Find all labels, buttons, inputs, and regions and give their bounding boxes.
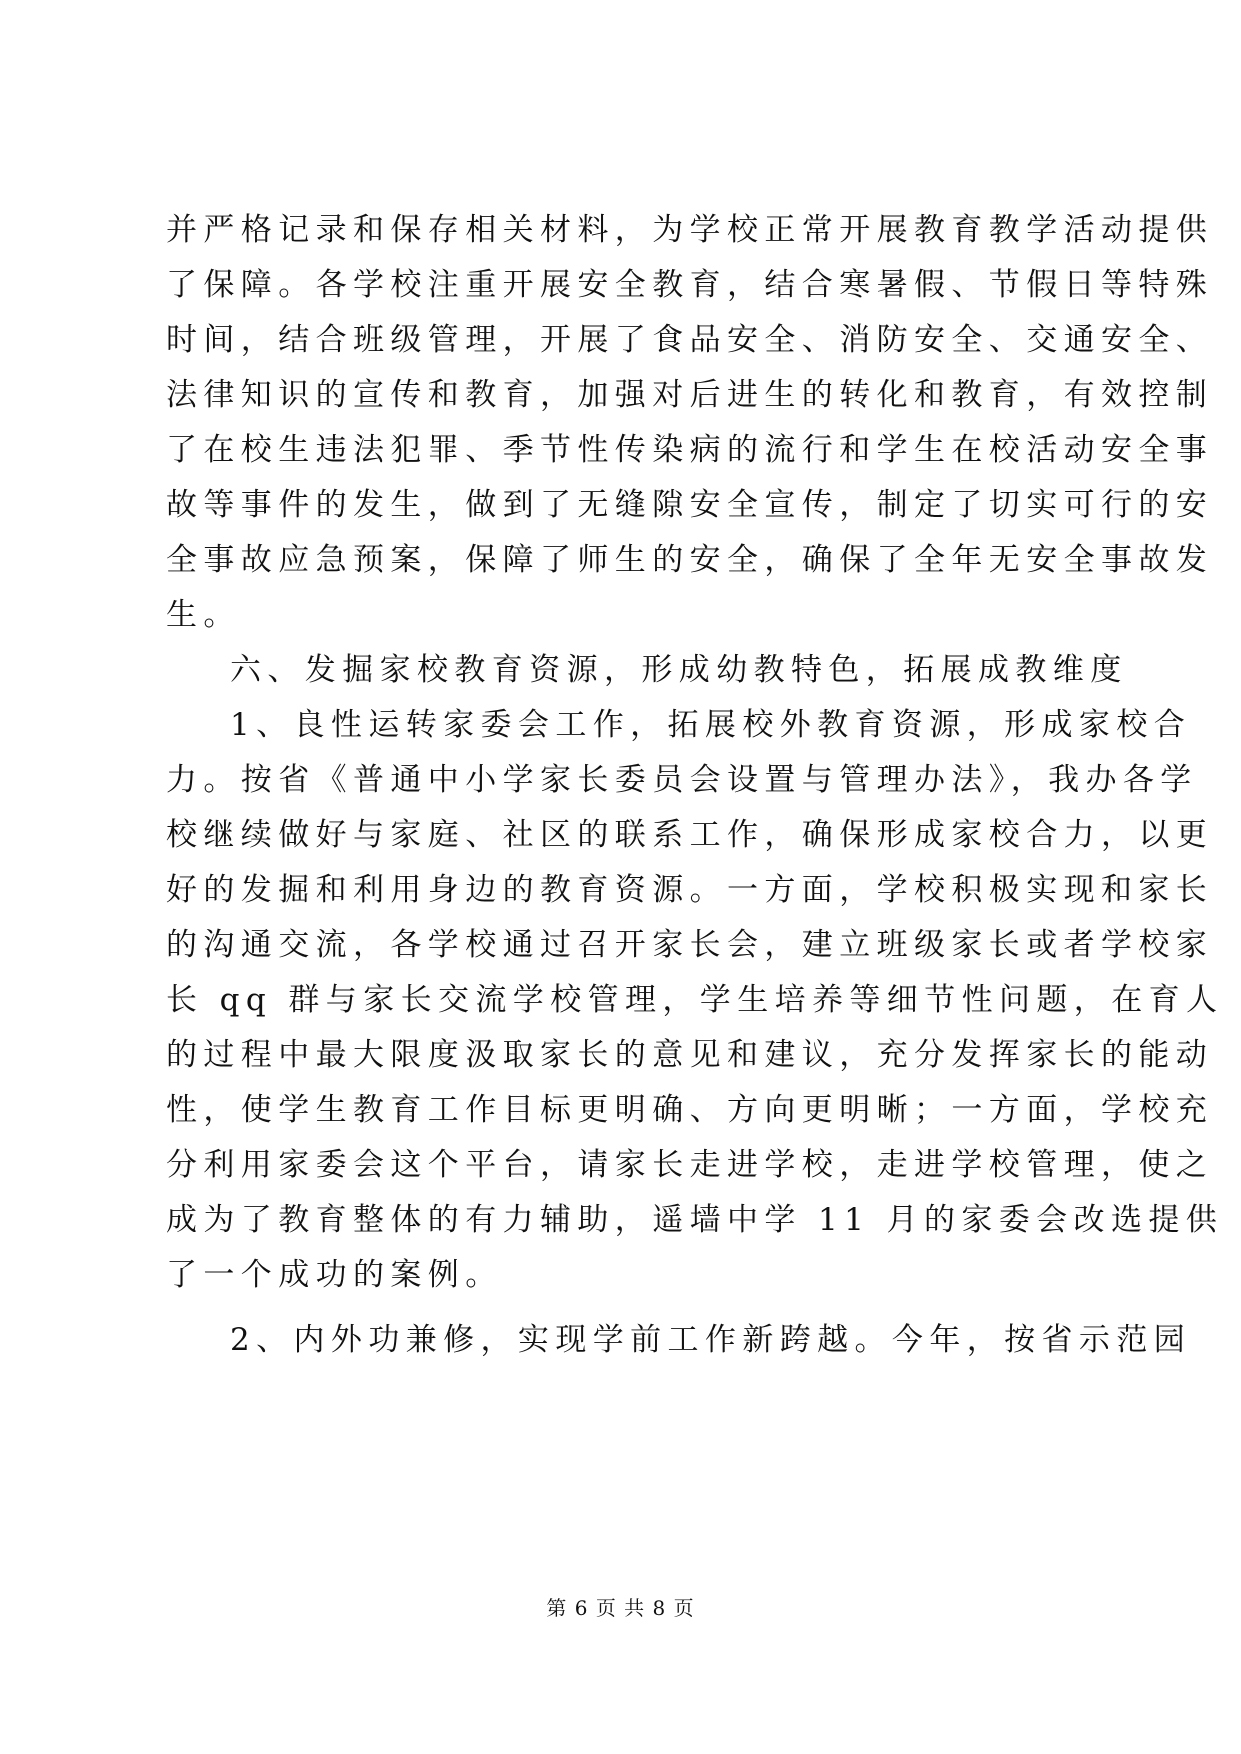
paragraph-line: 了在校生违法犯罪、季节性传染病的流行和学生在校活动安全事 <box>166 432 1214 468</box>
paragraph-line: 了一个成功的案例。 <box>166 1257 503 1293</box>
paragraph-line: 的过程中最大限度汲取家长的意见和建议，充分发挥家长的能动 <box>166 1037 1214 1073</box>
paragraph-line: 长 qq 群与家长交流学校管理，学生培养等细节性问题，在育人 <box>166 982 1224 1018</box>
paragraph-line: 力。按省《普通中小学家长委员会设置与管理办法》，我办各学 <box>166 762 1198 798</box>
paragraph-line: 校继续做好与家庭、社区的联系工作，确保形成家校合力，以更 <box>166 817 1214 853</box>
paragraph-line: 法律知识的宣传和教育，加强对后进生的转化和教育，有效控制 <box>166 377 1214 413</box>
paragraph-line: 分利用家委会这个平台，请家长走进学校，走进学校管理，使之 <box>166 1147 1214 1183</box>
paragraph-line: 了保障。各学校注重开展安全教育，结合寒暑假、节假日等特殊 <box>166 267 1214 303</box>
page-footer: 第 6 页 共 8 页 <box>546 1596 695 1620</box>
paragraph-line: 故等事件的发生，做到了无缝隙安全宣传，制定了切实可行的安 <box>166 487 1214 523</box>
paragraph-line: 的沟通交流，各学校通过召开家长会，建立班级家长或者学校家 <box>166 927 1214 963</box>
paragraph-line: 生。 <box>166 597 241 633</box>
paragraph-line: 好的发掘和利用身边的教育资源。一方面，学校积极实现和家长 <box>166 872 1214 908</box>
paragraph-line: 全事故应急预案，保障了师生的安全，确保了全年无安全事故发 <box>166 542 1214 578</box>
paragraph-line: 时间，结合班级管理，开展了食品安全、消防安全、交通安全、 <box>166 322 1214 358</box>
paragraph-line: 并严格记录和保存相关材料，为学校正常开展教育教学活动提供 <box>166 212 1214 248</box>
paragraph-line: 2、内外功兼修，实现学前工作新跨越。今年，按省示范园 <box>230 1322 1192 1358</box>
section-heading: 六、发掘家校教育资源，形成幼教特色，拓展成教维度 <box>230 652 1128 688</box>
paragraph-line: 成为了教育整体的有力辅助，遥墙中学 11 月的家委会改选提供 <box>166 1202 1224 1238</box>
paragraph-line: 性，使学生教育工作目标更明确、方向更明晰；一方面，学校充 <box>166 1092 1214 1128</box>
paragraph-line: 1、良性运转家委会工作，拓展校外教育资源，形成家校合 <box>230 707 1192 743</box>
